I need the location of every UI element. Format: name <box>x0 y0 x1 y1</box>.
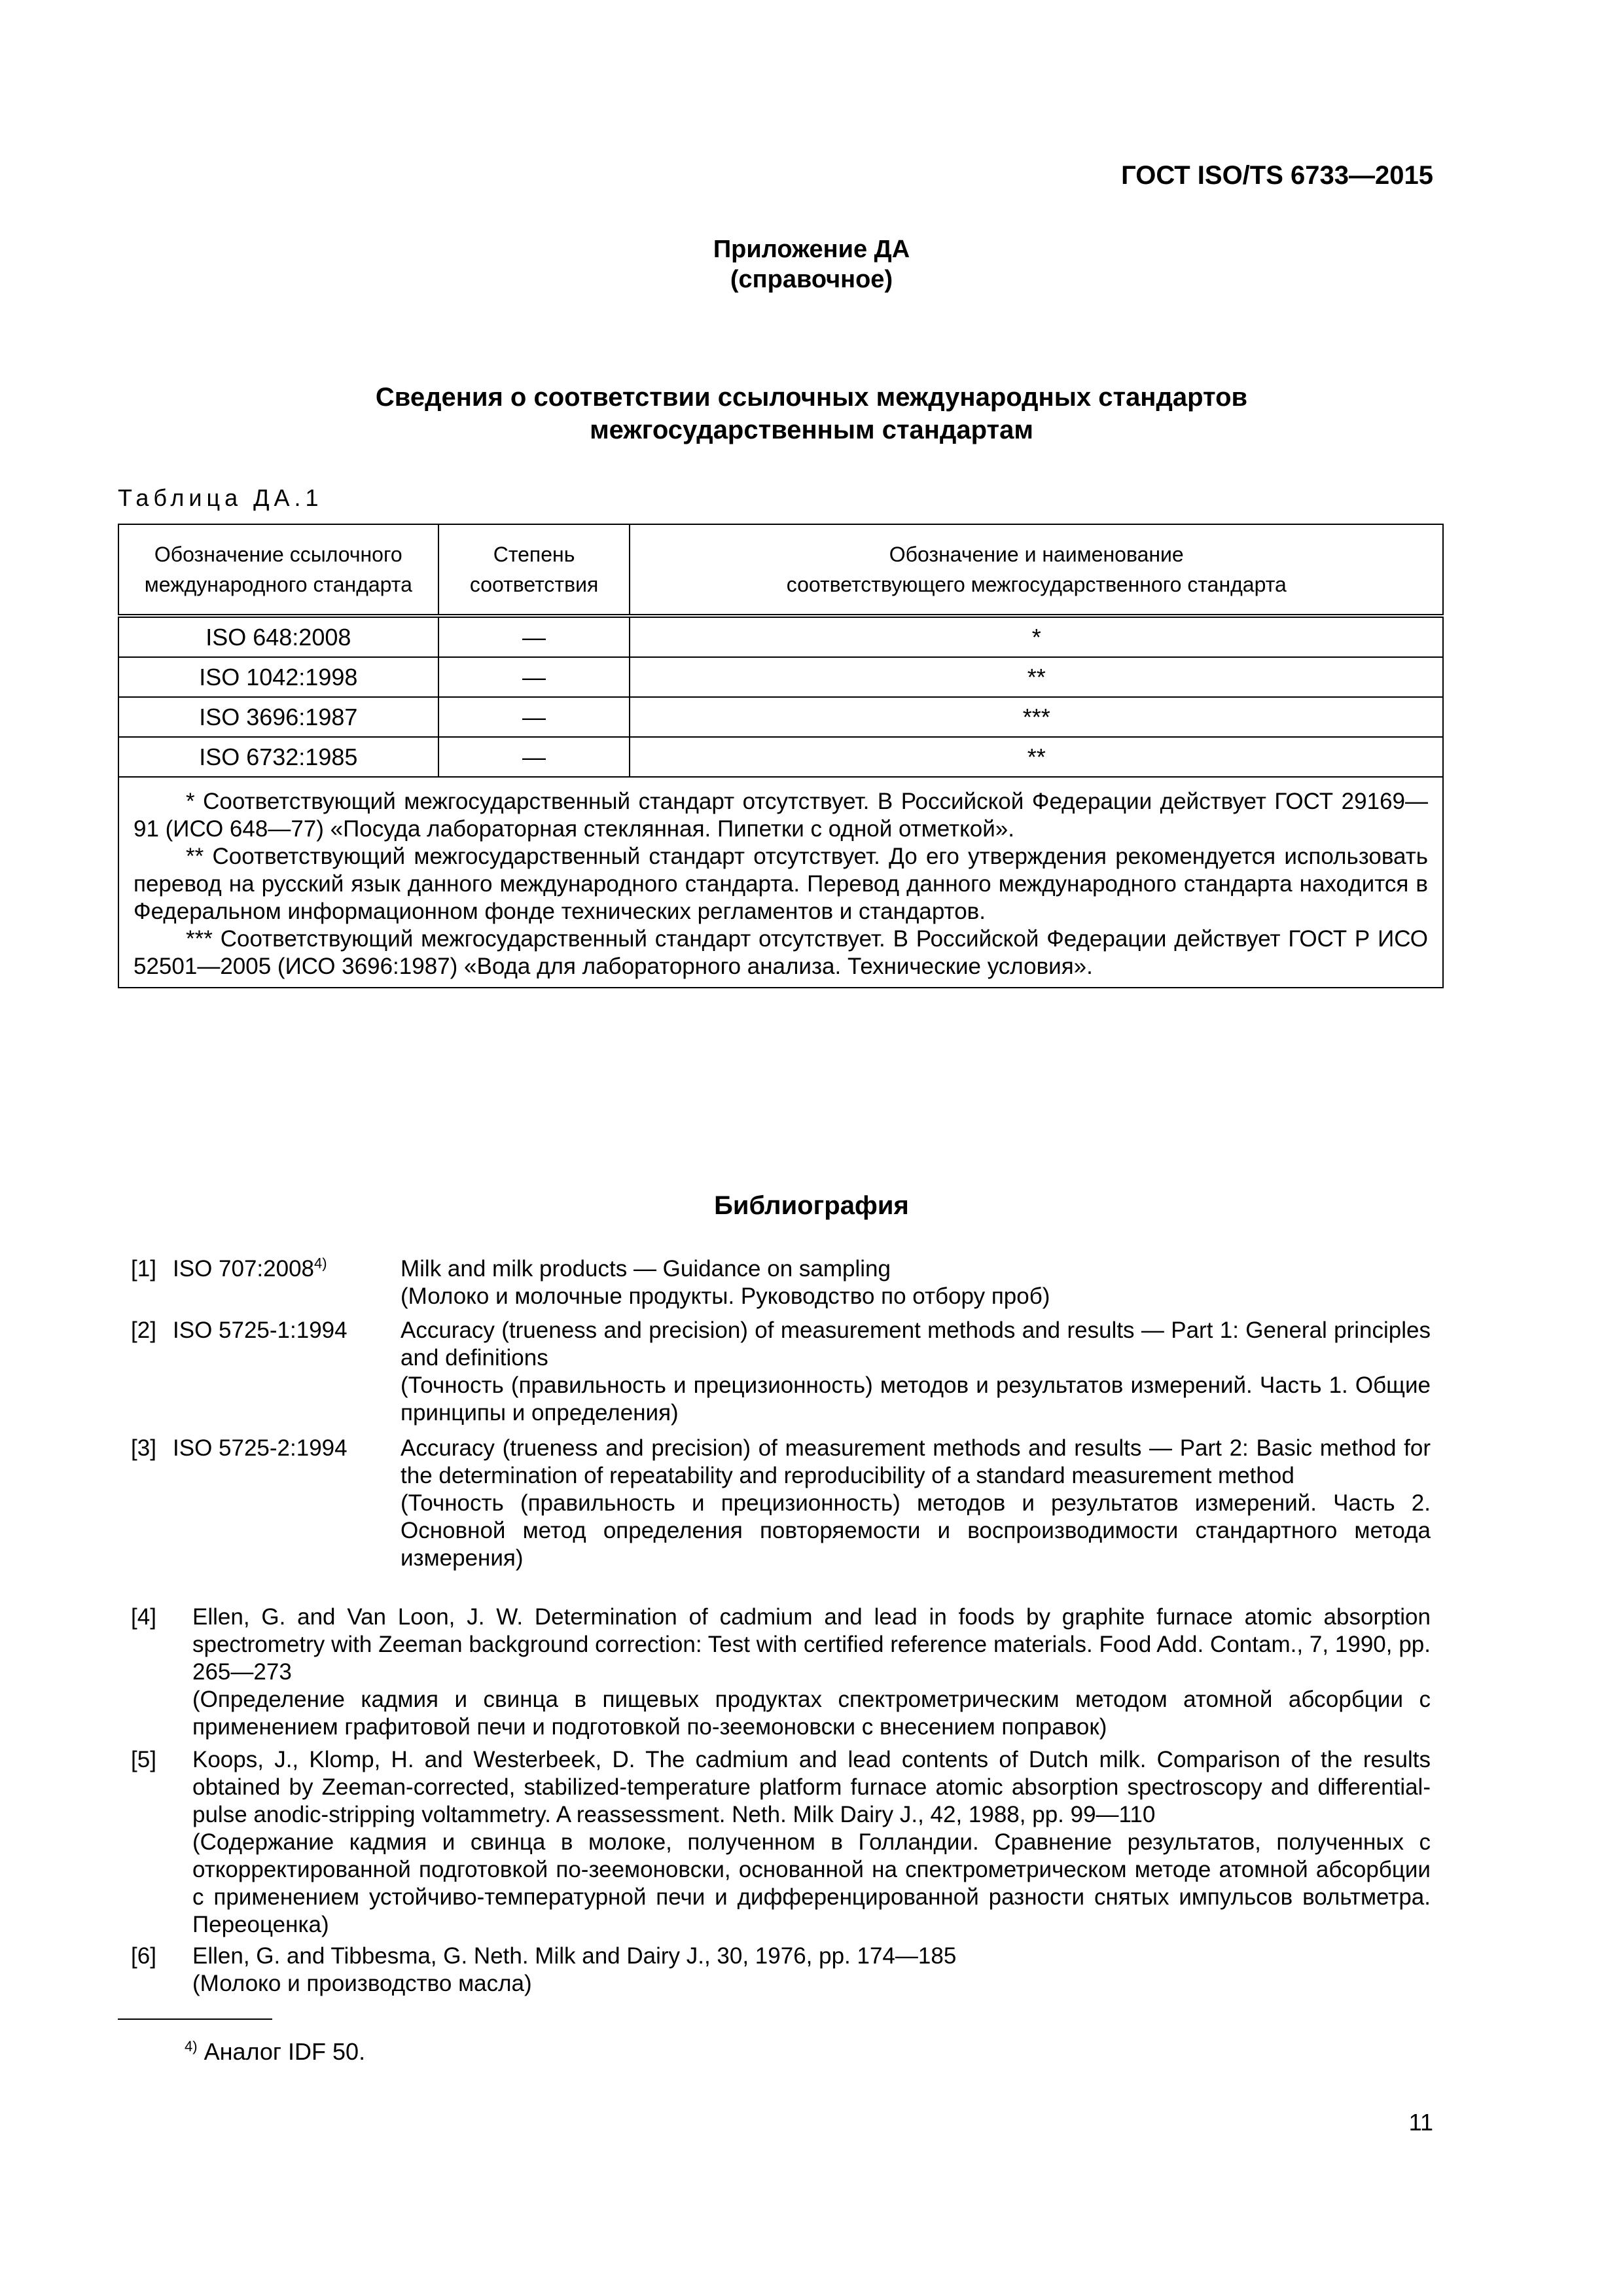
bib-entry-text: Accuracy (trueness and precision) of measurement methods and results — Part 1: General principles and definitions (Точность (правильность и прецизионность) методов и результатов измерений. Часть 1. Общие принципы и определения) <box>401 1318 1431 1426</box>
annex-title: Приложение ДА <box>713 236 910 263</box>
table-notes <box>118 777 1443 988</box>
footnote-ref[interactable]: 4) <box>314 1255 327 1272</box>
bibliography-title: Библиография <box>714 1191 909 1220</box>
bib-code: ISO 5725-2:1994 <box>173 1435 348 1461</box>
bib-number: [6] <box>131 1943 156 1969</box>
bib-code: ISO 5725-1:1994 <box>173 1318 348 1343</box>
table-label: Таблица ДА.1 <box>118 484 323 511</box>
table-header-row <box>118 524 1443 616</box>
document-code: ГОСТ ISO/TS 6733—2015 <box>1121 161 1433 190</box>
table-row <box>118 657 1443 697</box>
bib-number: [4] <box>131 1604 156 1630</box>
annex-heading <box>0 234 1623 295</box>
bib-number: [3] <box>131 1435 156 1461</box>
section-title-line1: Сведения о соответствии ссылочных международных стандартов <box>375 383 1248 412</box>
table-note: ** Соответствующий межгосударственный стандарт отсутствует. До его утверждения рекомендуется использовать перевод на русский язык данного международного стандарта. Перевод данного международного стандарта находится в Федеральном информационном фонде технических регламентов и стандартов. <box>134 844 1428 924</box>
footnote-mark: 4) <box>185 2038 198 2054</box>
table-notes-row <box>118 777 1443 988</box>
bib-translation: (Определение кадмия и свинца в пищевых продуктах спектрометрическим методом атомной абсорбции с применением графитовой печи и подготовкой по-зеемоновски с внесением поправок) <box>192 1687 1431 1740</box>
degree-cell: — <box>438 737 630 777</box>
degree-cell: — <box>438 657 630 697</box>
bib-translation: (Точность (правильность и прецизионность) методов и результатов измерений. Часть 1. Общие принципы и определения) <box>401 1372 1431 1426</box>
bib-translation: (Точность (правильность и прецизионность) методов и результатов измерений. Часть 2. Основной метод определения повторяемости и воспроизводимости стандартного метода измерения) <box>401 1490 1431 1571</box>
standard-cell: ISO 6732:1985 <box>118 737 438 777</box>
annex-subtitle: (справочное) <box>730 266 893 293</box>
header-cell: Обозначение ссылочного международного стандарта <box>118 524 438 616</box>
standard-cell: ISO 3696:1987 <box>118 697 438 737</box>
section-title-line2: межгосударственным стандартам <box>590 416 1033 444</box>
designation-cell: ** <box>630 657 1443 697</box>
footnote <box>185 2038 365 2066</box>
degree-cell: — <box>438 697 630 737</box>
correspondence-table <box>118 524 1444 988</box>
bib-code: ISO 707:2008$^{4)}$ <box>173 1255 327 1282</box>
table-row <box>118 737 1443 777</box>
footnote-divider <box>118 2018 272 2020</box>
footnote-text: Аналог IDF 50. <box>197 2038 366 2065</box>
designation-cell: ** <box>630 737 1443 777</box>
standard-cell: ISO 648:2008 <box>118 616 438 657</box>
bib-entry-text: Milk and milk products — Guidance on sampling (Молоко и молочные продукты. Руководство по отбору проб) <box>401 1255 1431 1310</box>
bib-entry-text: Accuracy (trueness and precision) of measurement methods and results — Part 2: Basic method for the determination of repeatability and reproducibility of a standard measurement method (Точность (правильность и прецизионность) методов и результатов измерений. Часть 2. Основной метод определения повторяемости и воспроизводимости стандартного метода измерения) <box>401 1435 1431 1571</box>
bib-entry-text: Ellen, G. and Van Loon, J. W. Determination of cadmium and lead in foods by graphite furnace atomic absorption spectrometry with Zeeman background correction: Test with certified reference materials. Food Add. Contam., 7, 1990, pp. 265—273 (Определение кадмия и свинца в пищевых продуктах спектрометрическим методом атомной абсорбции с применением графитовой печи и подготовкой по-зеемоновски с внесением поправок) <box>192 1604 1431 1740</box>
header-cell: Степень соответствия <box>438 524 630 616</box>
designation-cell: *** <box>630 697 1443 737</box>
page-number: 11 <box>1408 2109 1433 2136</box>
degree-cell: — <box>438 616 630 657</box>
bib-number: [2] <box>131 1318 156 1343</box>
bib-translation: (Молоко и молочные продукты. Руководство по отбору проб) <box>401 1283 1050 1309</box>
section-title <box>0 381 1623 446</box>
bib-translation: (Молоко и производство масла) <box>192 1971 532 1996</box>
table-row <box>118 616 1443 657</box>
table-note: *** Соответствующий межгосударственный стандарт отсутствует. В Российской Федерации действует ГОСТ Р ИСО 52501—2005 (ИСО 3696:1987) «Вода для лабораторного анализа. Технические условия». <box>134 926 1428 979</box>
header-cell: Обозначение и наименование соответствующего межгосударственного стандарта <box>630 524 1443 616</box>
table-note: * Соответствующий межгосударственный стандарт отсутствует. В Российской Федерации действует ГОСТ 29169—91 (ИСО 648—77) «Посуда лабораторная стеклянная. Пипетки с одной отметкой». <box>134 789 1428 842</box>
bib-number: [1] <box>131 1256 156 1282</box>
bib-entry-text: Koops, J., Klomp, H. and Westerbeek, D. The cadmium and lead contents of Dutch milk. Comparison of the results obtained by Zeeman-corrected, stabilized-temperature platform furnace atomic absorption spectroscopy and differential-pulse anodic-stripping voltammetry. A reassessment. Neth. Milk Dairy J., 42, 1988, pp. 99—110 (Содержание кадмия и свинца в молоке, полученном в Голландии. Сравнение результатов, полученных с откорректированной подготовкой по-зеемоновски, основанной на спектрометрическом методе атомной абсорбции с применением устойчиво-температурной печи и дифференцированной разности снятых импульсов вольтметра. Переоценка) <box>192 1747 1431 1937</box>
table-row <box>118 697 1443 737</box>
standard-cell: ISO 1042:1998 <box>118 657 438 697</box>
designation-cell: * <box>630 616 1443 657</box>
bib-translation: (Содержание кадмия и свинца в молоке, полученном в Голландии. Сравнение результатов, полученных с откорректированной подготовкой по-зеемоновски, основанной на спектрометрическом методе атомной абсорбции с применением устойчиво-температурной печи и дифференцированной разности снятых импульсов вольтметра. Переоценка) <box>192 1829 1431 1937</box>
bib-entry-text: Ellen, G. and Tibbesma, G. Neth. Milk and Dairy J., 30, 1976, pp. 174—185 (Молоко и производство масла) <box>192 1943 1431 1998</box>
bib-number: [5] <box>131 1747 156 1772</box>
